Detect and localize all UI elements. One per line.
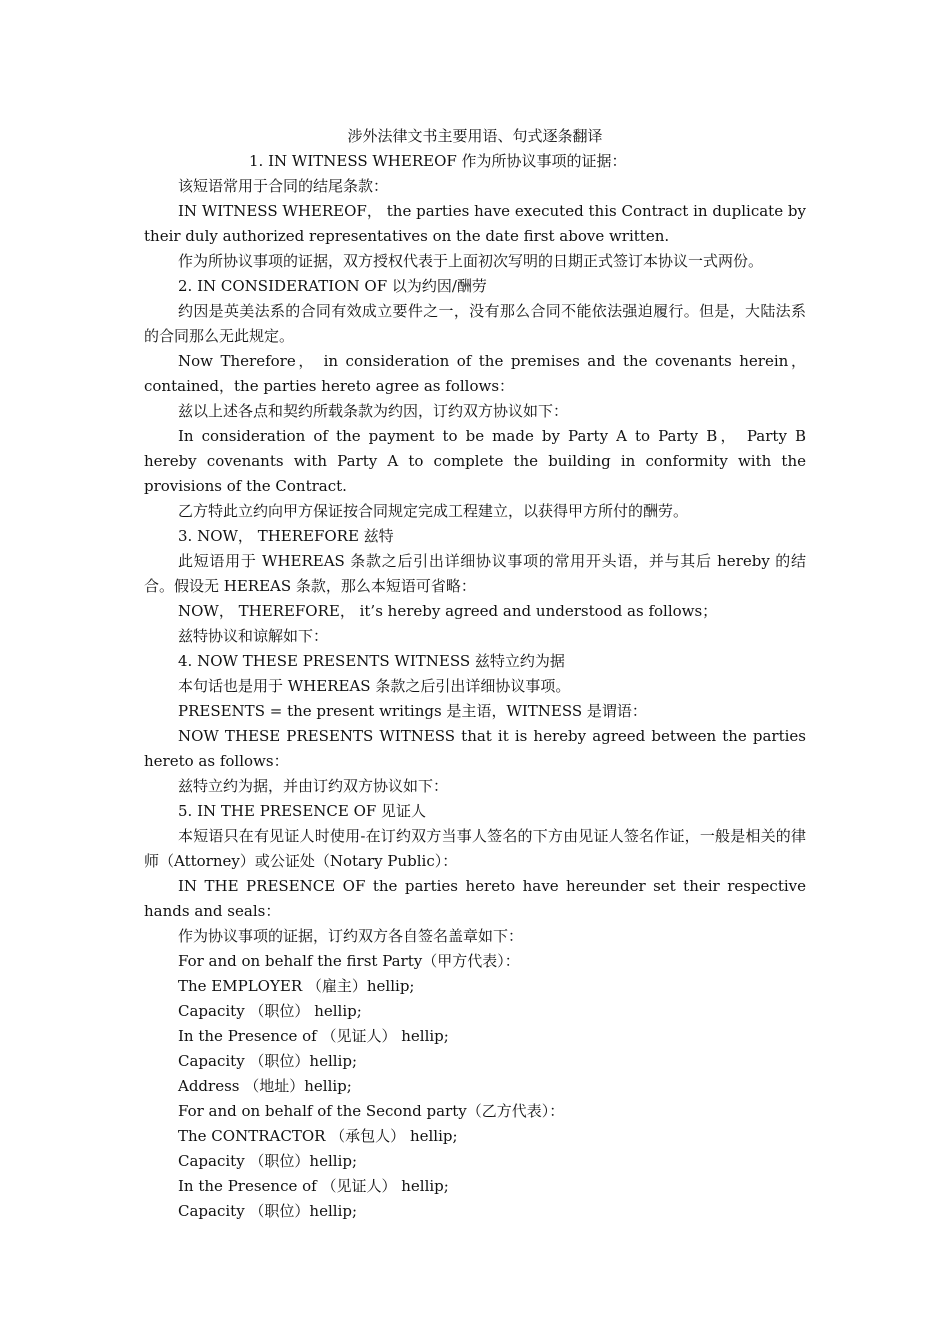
paragraph: 兹特立约为据，并由订约双方协议如下： [178,777,449,795]
paragraph: 兹以上述各点和契约所载条款为约因，订约双方协议如下： [178,402,569,420]
signature-line: For and on behalf of the Second party（乙方代表）： [178,1102,565,1120]
paragraph: 兹特协议和谅解如下： [178,627,329,645]
paragraph: 约因是英美法系的合同有效成立要件之一，没有那么合同不能依法强迫履行。但是，大陆法系的合同那么无此规定。 [144,302,806,345]
paragraph: 本短语只在有见证人时使用-在订约双方当事人签名的下方由见证人签名作证，一般是相关的律师（Attorney）或公证处（Notary Public）： [144,827,806,870]
paragraph: 本句话也是用于 WHEREAS 条款之后引出详细协议事项。 [178,677,571,695]
paragraph: 此短语用于 WHEREAS 条款之后引出详细协议事项的常用开头语，并与其后 hereby 的结合。假设无 HEREAS 条款，那么本短语可省略： [144,552,806,595]
paragraph: 作为所协议事项的证据，双方授权代表于上面初次写明的日期正式签订本协议一式两份。 [178,252,764,270]
section-heading-3: 3. NOW， THEREFORE 兹特 [178,527,394,545]
signature-line: The EMPLOYER （雇主）hellip; [178,977,415,995]
paragraph: NOW THESE PRESENTS WITNESS that it is hereby agreed between the parties hereto as follows： [144,727,806,770]
document-page [144,124,806,1224]
signature-line: Capacity （职位）hellip; [178,1202,358,1220]
section-heading-2: 2. IN CONSIDERATION OF 以为约因/酬劳 [178,277,487,295]
document-title: 涉外法律文书主要用语、句式逐条翻译 [347,127,603,145]
paragraph: IN THE PRESENCE OF the parties hereto have hereunder set their respective hands and seals： [144,877,806,920]
signature-line: Capacity （职位）hellip; [178,1052,358,1070]
paragraph: 作为协议事项的证据，订约双方各自签名盖章如下： [178,927,524,945]
section-heading-4: 4. NOW THESE PRESENTS WITNESS 兹特立约为据 [178,652,565,670]
signature-line: For and on behalf the first Party（甲方代表）： [178,952,520,970]
section-heading-1: 1. IN WITNESS WHEREOF 作为所协议事项的证据： [249,152,627,170]
signature-line: In the Presence of （见证人） hellip; [178,1027,449,1045]
paragraph: NOW， THEREFORE， it’s hereby agreed and understood as follows； [178,602,718,620]
signature-line: Capacity （职位） hellip; [178,1002,362,1020]
paragraph: PRESENTS = the present writings 是主语，WITNESS 是谓语： [178,702,647,720]
paragraph: 乙方特此立约向甲方保证按合同规定完成工程建立，以获得甲方所付的酬劳。 [178,502,689,520]
paragraph: 该短语常用于合同的结尾条款： [178,177,389,195]
section-heading-5: 5. IN THE PRESENCE OF 见证人 [178,802,427,820]
signature-line: The CONTRACTOR （承包人） hellip; [178,1127,458,1145]
signature-line: Capacity （职位）hellip; [178,1152,358,1170]
paragraph: In consideration of the payment to be made by Party A to Party B， Party B hereby covenants with Party A to complete the building in conformity with the provisions of the Contract. [144,427,806,495]
signature-line: In the Presence of （见证人） hellip; [178,1177,449,1195]
signature-line: Address （地址）hellip; [178,1077,352,1095]
paragraph: Now Therefore， in consideration of the premises and the covenants herein， contained，the parties hereto agree as follows： [144,352,806,395]
paragraph: IN WITNESS WHEREOF， the parties have executed this Contract in duplicate by their duly authorized representatives on the date first above written. [144,202,806,245]
